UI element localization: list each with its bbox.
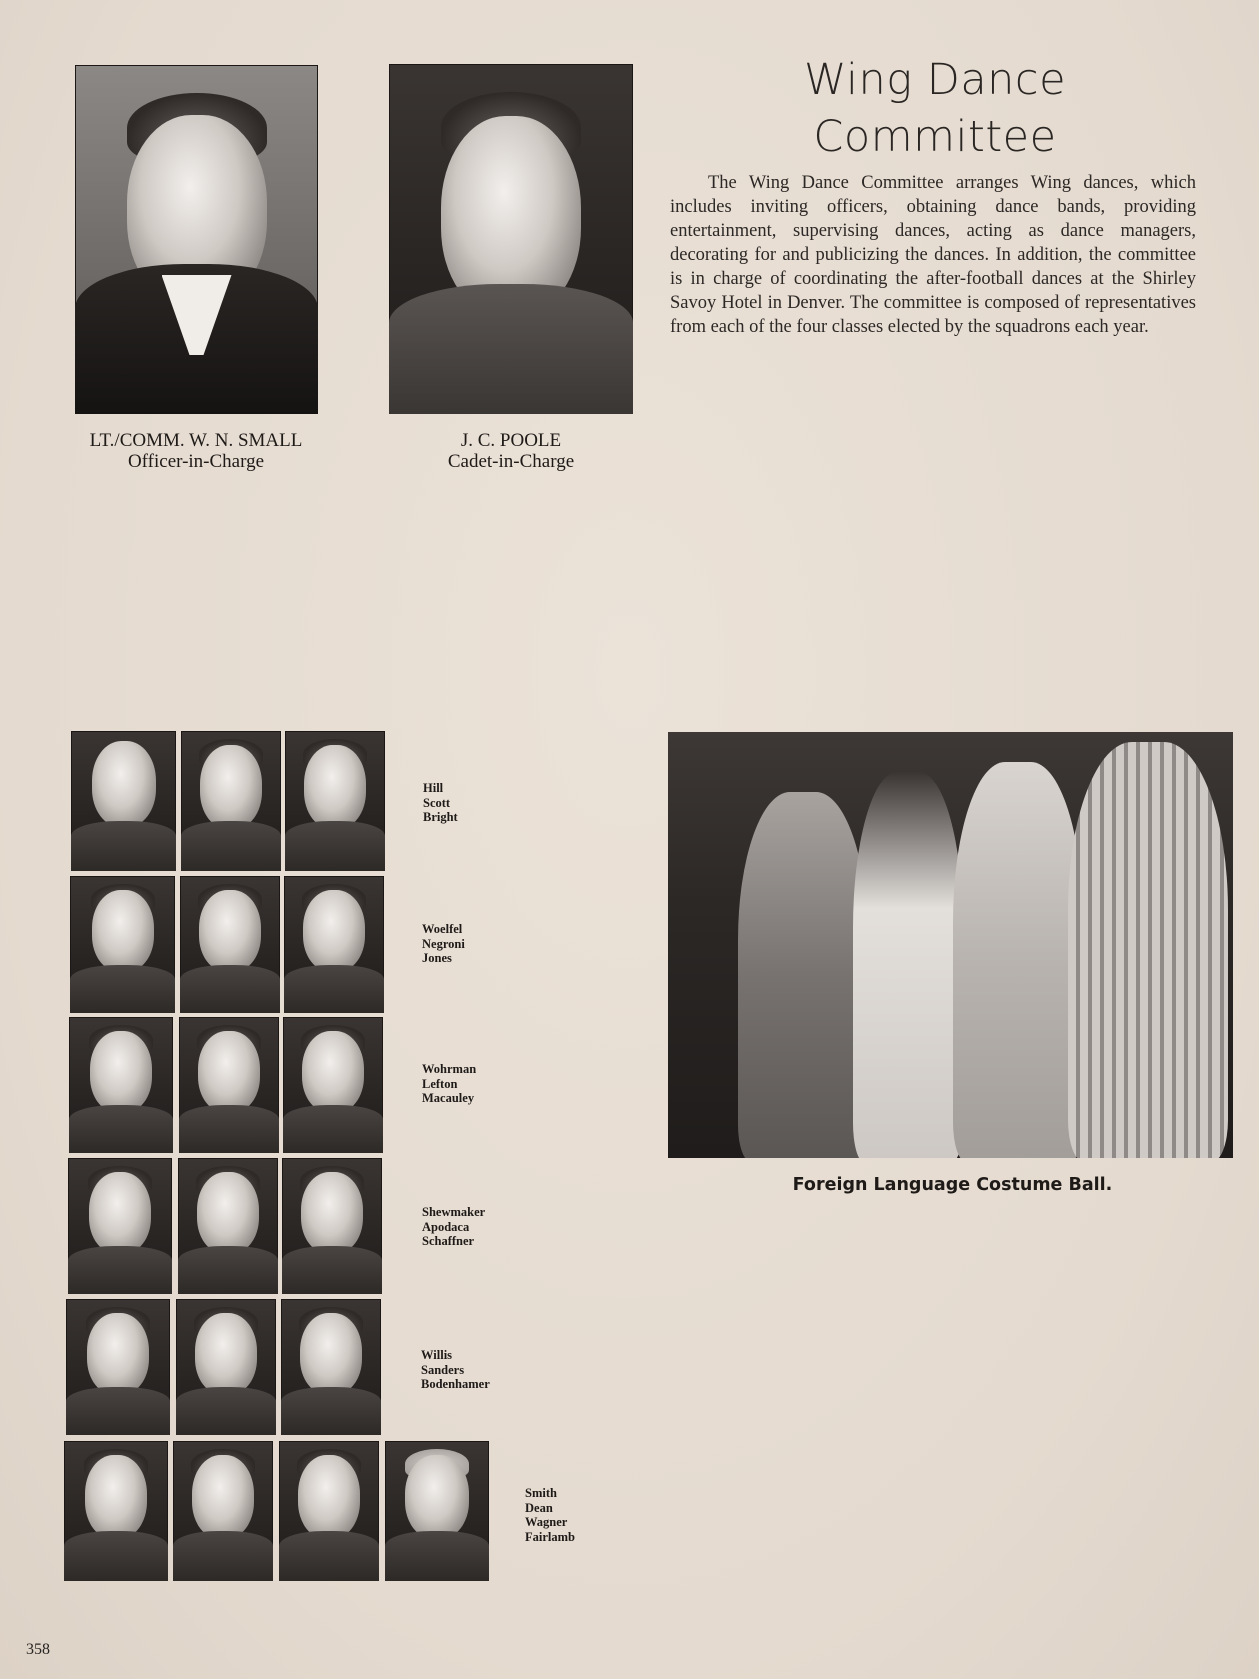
roster-name: Smith [525,1486,557,1500]
roster-portrait [281,1299,381,1435]
article-body: The Wing Dance Committee arranges Wing dances, which includes inviting officers, obtaining dance bands, providing entertainment, supervising dances, acting as dance managers, decorating for and publicizing the dances. In addition, the committee is in charge of coordinating the after-football dances at the Shirley Savoy Hotel in Denver. The committee is composed of representatives from each of the four classes elected by the squadrons each year. [670,173,1196,337]
costume-ball-photo [668,732,1233,1158]
roster-portrait [71,731,176,871]
roster-name: Apodaca [422,1219,470,1234]
roster-portrait [282,1158,382,1294]
roster-name: Willis [421,1348,453,1362]
roster-portrait [279,1441,379,1581]
roster-portrait [69,1017,173,1153]
costume-ball-caption: Foreign Language Costume Ball. [792,1175,1113,1195]
roster-portrait [173,1441,273,1581]
roster-name: Jones [422,951,452,965]
roster-name: Lefton [422,1076,458,1091]
roster-portrait [70,876,175,1013]
roster-portrait [178,1158,278,1294]
roster-name: Hill [423,781,444,795]
roster-portrait [385,1441,489,1581]
portrait-cadet-in-charge [389,64,633,414]
roster-portrait [283,1017,383,1153]
roster-name: Fairlamb [525,1529,575,1544]
roster-name: Woelfel [422,922,463,936]
officer-name: LT./COMM. W. N. SMALL [89,430,303,451]
roster-name: Bodenhamer [421,1377,490,1391]
roster-portrait [181,731,281,871]
roster-name: Macauley [422,1091,475,1105]
roster-portrait [179,1017,279,1153]
roster-names [421,1348,490,1392]
roster-name: Negroni [422,936,465,951]
page-title [760,52,1110,166]
roster-names [422,922,465,966]
roster-names [422,1205,485,1249]
roster-portrait [64,1441,168,1581]
roster-name: Bright [423,810,458,824]
roster-portrait [180,876,280,1013]
roster-name: Shewmaker [422,1205,486,1219]
title-line-2: Committee [813,112,1057,162]
roster-names [422,1062,476,1106]
roster-portrait [176,1299,276,1435]
roster-names [525,1486,575,1544]
cadet-role: Cadet-in-Charge [447,451,575,472]
roster-names [423,781,458,825]
page-number: 358 [26,1641,50,1658]
roster-name: Schaffner [422,1234,475,1248]
roster-portrait [68,1158,172,1294]
portrait-officer-in-charge [75,65,318,414]
roster-portrait [284,876,384,1013]
officer-role: Officer-in-Charge [127,451,265,472]
roster-portrait [66,1299,170,1435]
title-line-1: Wing Dance [803,55,1067,105]
cadet-name: J. C. POOLE [460,430,562,451]
officer-caption [56,430,336,472]
roster-name: Scott [423,795,451,810]
cadet-caption [400,430,622,472]
roster-portrait [285,731,385,871]
roster-name: Wohrman [422,1062,477,1076]
roster-name: Dean [525,1500,553,1515]
roster-name: Sanders [421,1362,465,1377]
roster-name: Wagner [525,1515,568,1529]
